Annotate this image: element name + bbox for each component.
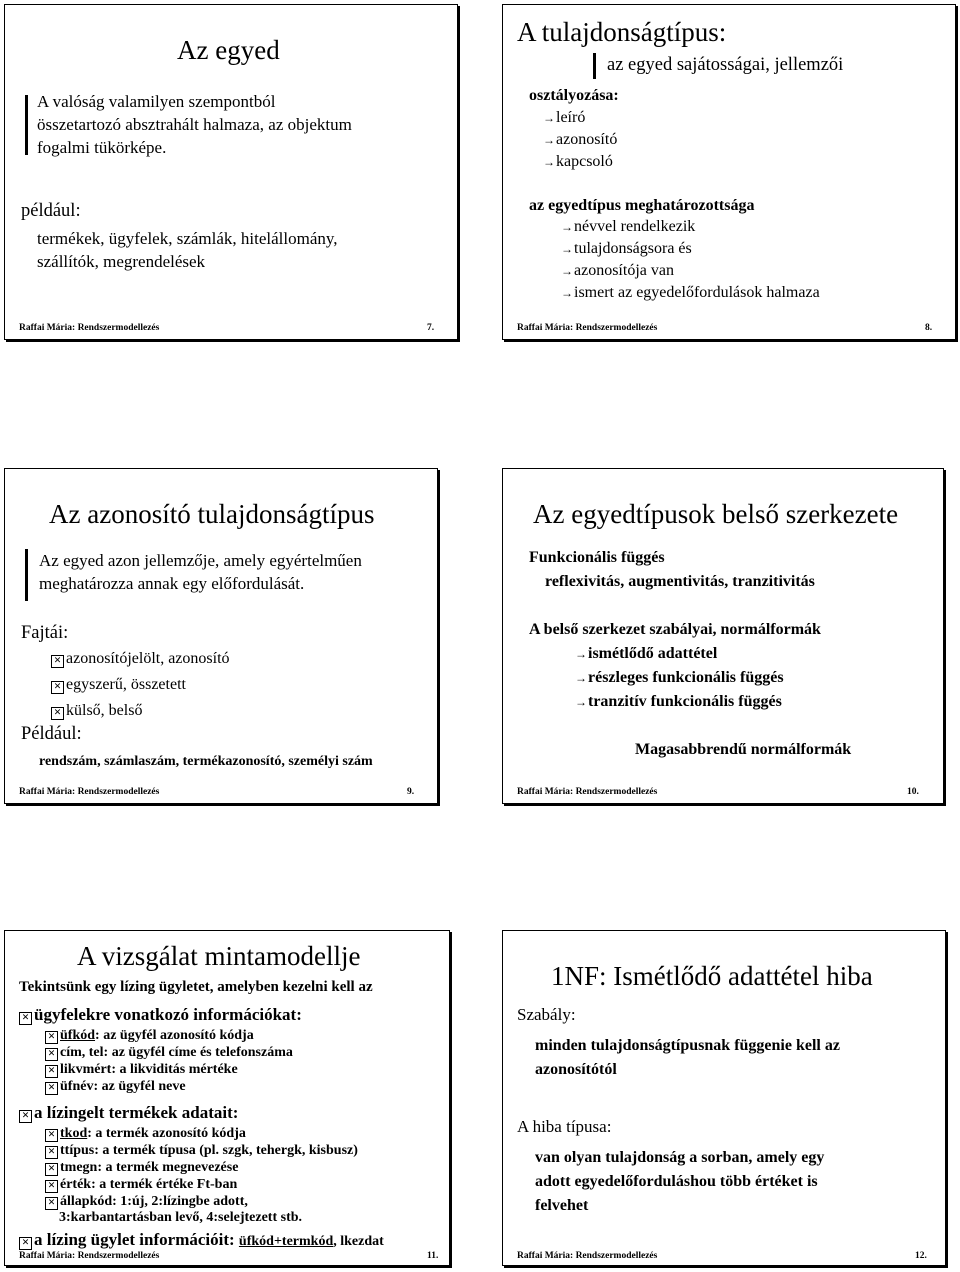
slide-7 [4,4,458,340]
checkbox-x-icon: ✕ [19,1012,32,1025]
list-item: →leíró [543,109,586,126]
definition-line: meghatározza annak egy előfordulását. [39,574,305,593]
checkbox-x-icon: ✕ [51,707,64,720]
list-item: ✕ külső, belső [51,702,142,720]
list-item: ✕ érték: a termék értéke Ft-ban [45,1177,237,1193]
text-line: A belső szerkezet szabályai, normálformák [529,621,821,638]
error-line: felvehet [535,1197,589,1214]
rule-line: minden tulajdonságtípusnak függenie kell az [535,1037,840,1054]
group-label: ✕ a lízing ügylet információit: üfkód+termkód, lkezdat [19,1230,384,1250]
page-number: 8. [925,323,933,333]
error-line: van olyan tulajdonság a sorban, amely egy [535,1149,825,1166]
checkbox-x-icon: ✕ [45,1129,58,1142]
checkbox-x-icon: ✕ [45,1031,58,1044]
arrow-icon: → [561,264,573,278]
example-line: termékek, ügyfelek, számlák, hitelállomány, [37,229,338,248]
definition-line: A valóság valamilyen szempontból [37,92,276,111]
list-item: →névvel rendelkezik [561,218,696,235]
footer-author: Raffai Mária: Rendszermodellezés [517,787,658,797]
list-item: →azonosító [543,131,618,148]
slide-12 [502,930,946,1266]
example-label: Például: [21,724,82,744]
checkbox-x-icon: ✕ [19,1110,32,1123]
arrow-icon: → [561,220,573,234]
text-line: Funkcionális függés [529,549,665,566]
page-number: 9. [407,787,415,797]
definition-line: Az egyed azon jellemzője, amely egyértelműen [39,551,362,570]
arrow-icon: → [575,671,587,685]
list-item: ✕ üfnév: az ügyfél neve [45,1079,186,1095]
example-label: például: [21,201,81,221]
list-item: →tranzitív funkcionális függés [575,693,782,710]
slide-8 [502,4,956,340]
arrow-icon: → [575,647,587,661]
example-line: rendszám, számlaszám, termékazonosító, személyi szám [39,754,373,769]
list-item: ✕ állapkód: 1:új, 2:lízingbe adott, [45,1194,248,1210]
slide-title: A tulajdonságtípus: [517,17,727,47]
list-item: ✕ üfkód: az ügyfél azonosító kódja [45,1028,254,1044]
arrow-icon: → [543,133,555,147]
quote-bar [593,53,596,79]
slide-11 [4,930,450,1266]
list-item: →azonosítója van [561,262,674,279]
checkbox-x-icon: ✕ [51,655,64,668]
slide-9 [4,468,438,804]
arrow-icon: → [561,242,573,256]
list-item: ✕ egyszerű, összetett [51,676,186,694]
group-label: ✕ a lízingelt termékek adatait: [19,1103,238,1123]
checkbox-x-icon: ✕ [45,1180,58,1193]
slide-10 [502,468,944,804]
rule-line: azonosítótól [535,1061,617,1078]
slide-title: Az egyed [177,35,280,65]
list-item: →ismétlődő adattétel [575,645,718,662]
checkbox-x-icon: ✕ [45,1082,58,1095]
checkbox-x-icon: ✕ [45,1163,58,1176]
checkbox-x-icon: ✕ [45,1197,58,1210]
slide-title: 1NF: Ismétlődő adattétel hiba [551,961,873,991]
slide-title: Az azonosító tulajdonságtípus [49,499,375,529]
arrow-icon: → [543,155,555,169]
quote-bar [25,549,28,601]
definition-line: összetartozó absztrahált halmaza, az objektum [37,115,352,134]
arrow-icon: → [575,695,587,709]
list-item: →ismert az egyedelőfordulások halmaza [561,284,820,301]
page-number: 10. [907,787,919,797]
arrow-icon: → [543,111,555,125]
intro-line: Tekintsünk egy lízing ügyletet, amelyben kezelni kell az [19,979,373,995]
footer-author: Raffai Mária: Rendszermodellezés [19,323,160,333]
footer-author: Raffai Mária: Rendszermodellezés [19,1251,160,1261]
rule-label: Szabály: [517,1005,576,1024]
list-item: ✕ cím, tel: az ügyfél címe és telefonszáma [45,1045,293,1061]
example-line: szállítók, megrendelések [37,252,206,271]
checkbox-x-icon: ✕ [51,681,64,694]
types-label: Fajtái: [21,623,69,643]
list-item: ✕ tkod: a termék azonosító kódja [45,1126,246,1142]
checkbox-x-icon: ✕ [19,1237,32,1250]
slide-title: A vizsgálat mintamodellje [77,941,361,971]
list-item: ✕ tmegn: a termék megnevezése [45,1160,238,1176]
list-item: →tulajdonságsora és [561,240,692,257]
error-line: adott egyedelőforduláshou több értéket is [535,1173,818,1190]
list-item: ✕ ttípus: a termék típusa (pl. szgk, tehergk, kisbusz) [45,1143,358,1159]
list-item: ✕ likvmért: a likviditás mértéke [45,1062,238,1078]
list-item: →kapcsoló [543,153,613,170]
definition-line: fogalmi tükörképe. [37,138,167,157]
slide-subtitle: az egyed sajátosságai, jellemzői [607,55,844,75]
page-number: 12. [915,1251,927,1261]
checkbox-x-icon: ✕ [45,1048,58,1061]
checkbox-x-icon: ✕ [45,1146,58,1159]
page-number: 11. [427,1251,439,1261]
error-label: A hiba típusa: [517,1117,612,1136]
text-line: Magasabbrendű normálformák [635,741,852,758]
page-number: 7. [427,323,435,333]
class-label: osztályozása: [529,87,619,104]
quote-bar [25,95,28,155]
footer-author: Raffai Mária: Rendszermodellezés [517,323,658,333]
footer-author: Raffai Mária: Rendszermodellezés [517,1251,658,1261]
list-item: ✕ azonosítójelölt, azonosító [51,650,230,668]
determination-label: az egyedtípus meghatározottsága [529,197,755,214]
checkbox-x-icon: ✕ [45,1065,58,1078]
slide-title: Az egyedtípusok belső szerkezete [533,499,899,529]
list-item-continuation: 3:karbantartásban levő, 4:selejtezett stb. [59,1210,303,1225]
arrow-icon: → [561,286,573,300]
text-line: reflexivitás, augmentivitás, tranzitivitás [545,573,815,590]
footer-author: Raffai Mária: Rendszermodellezés [19,787,160,797]
list-item: →részleges funkcionális függés [575,669,784,686]
group-label: ✕ ügyfelekre vonatkozó információkat: [19,1005,302,1025]
